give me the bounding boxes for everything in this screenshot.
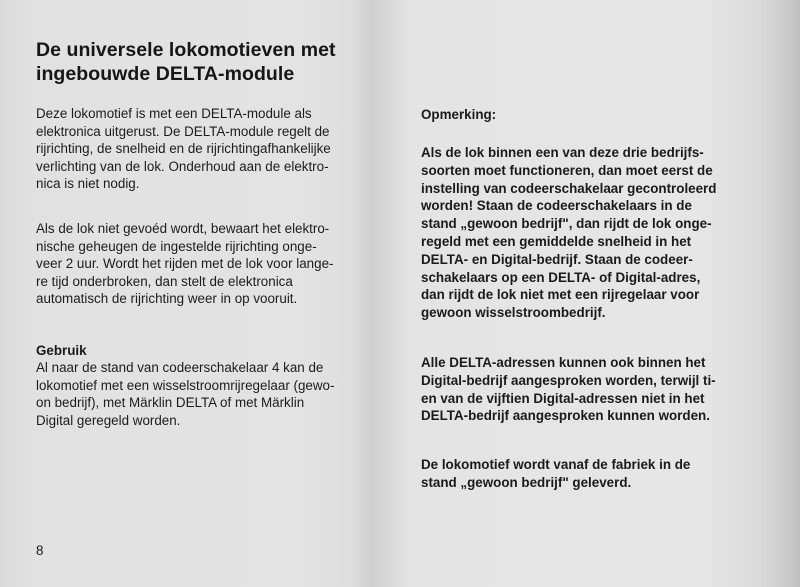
text-line: DELTA-bedrijf aangesproken kunnen worden. — [421, 408, 710, 424]
section-heading-gebruik: Gebruik — [36, 343, 87, 358]
text-line: soorten moet functioneren, dan moet eerst de — [421, 162, 713, 178]
text-line: automatisch de rijrichting weer in op vooruit. — [36, 291, 298, 306]
text-line: instelling van codeerschakelaar gecontroleerd — [421, 180, 717, 196]
text-line: Als de lok binnen een van deze drie bedrijfs- — [421, 145, 704, 160]
text-line: en van de vijftien Digital-adressen niet in het — [421, 390, 705, 406]
page-number: 8 — [36, 543, 44, 558]
text-line: rijrichting, de snelheid en de rijrichtingafhankelijke — [36, 141, 331, 156]
text-line: regeld met een gemiddelde snelheid in het — [421, 233, 692, 249]
text-line: elektronica uitgerust. De DELTA-module regelt de — [36, 123, 330, 139]
note-paragraph — [421, 144, 716, 322]
text-line: schakelaars op een DELTA- of Digital-adres, — [421, 269, 701, 285]
text-line: nica is niet nodig. — [36, 176, 140, 191]
text-line: re tijd onderbroken, dan stelt de elektronica — [36, 273, 293, 289]
text-line: Alle DELTA-adressen kunnen ook binnen het — [421, 355, 706, 370]
text-line: stand „gewoon bedrijf", dan rijdt de lok onge- — [421, 216, 712, 232]
text-line: De lokomotief wordt vanaf de fabriek in de — [421, 457, 691, 472]
text-line: nische geheugen de ingestelde rijrichting onge- — [36, 238, 317, 254]
right-page — [400, 0, 800, 587]
memory-paragraph — [36, 220, 333, 308]
text-line: lokomotief met een wisselstroomrijregelaar (gewo- — [36, 377, 335, 393]
title-line: ingebouwde DELTA-module — [36, 63, 295, 85]
title-line: De universele lokomotieven met — [36, 39, 336, 61]
text-line: dan rijdt de lok niet met een rijregelaar voor — [421, 287, 700, 303]
text-line: gewoon wisselstroombedrijf. — [421, 305, 606, 321]
note-heading: Opmerking: — [421, 107, 497, 122]
text-line: Digital geregeld worden. — [36, 412, 181, 428]
text-line: worden! Staan de codeerschakelaars in de — [421, 198, 692, 214]
text-line: stand „gewoon bedrijf" geleverd. — [421, 474, 632, 490]
text-line: verlichting van de lok. Onderhoud aan de elektro- — [36, 158, 329, 174]
addresses-paragraph — [421, 354, 716, 425]
usage-paragraph — [36, 359, 334, 429]
page-title — [36, 38, 336, 86]
intro-paragraph — [36, 105, 331, 193]
text-line: on bedrijf), met Märklin DELTA of met Märklin — [36, 395, 305, 410]
text-line: Als de lok niet gevoéd wordt, bewaart het elektro- — [36, 221, 330, 236]
text-line: Digital-bedrijf aangesproken worden, terwijl ti- — [421, 372, 716, 388]
text-line: Deze lokomotief is met een DELTA-module als — [36, 106, 312, 121]
text-line: Al naar de stand van codeerschakelaar 4 kan de — [36, 360, 324, 375]
text-line: veer 2 uur. Wordt het rijden met de lok voor lange- — [36, 256, 334, 271]
text-line: DELTA- en Digital-bedrijf. Staan de codeer- — [421, 251, 693, 267]
factory-setting-paragraph — [421, 456, 690, 492]
